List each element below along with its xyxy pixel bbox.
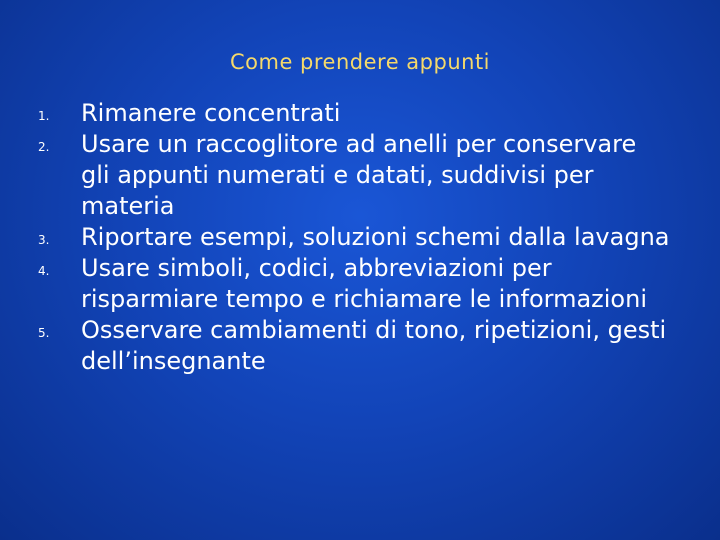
list-item-text: Usare un raccoglitore ad anelli per conservare gli appunti numerati e datati, suddivisi per materia bbox=[81, 130, 637, 220]
list-number: 3. bbox=[38, 233, 50, 247]
list-number: 1. bbox=[38, 109, 50, 123]
list-item-text: Rimanere concentrati bbox=[81, 99, 341, 127]
list-item bbox=[0, 98, 671, 129]
list-number: 2. bbox=[38, 140, 50, 154]
list-item-text: Usare simboli, codici, abbreviazioni per risparmiare tempo e richiamare le informazioni bbox=[81, 254, 647, 313]
slide-title: Come prendere appunti bbox=[229, 50, 491, 74]
list-number: 5. bbox=[38, 326, 50, 340]
numbered-list bbox=[0, 98, 700, 377]
list-item bbox=[0, 129, 671, 222]
list-number: 4. bbox=[38, 264, 50, 278]
list-item bbox=[0, 315, 671, 377]
list-item-text: Osservare cambiamenti di tono, ripetizioni, gesti dell’insegnante bbox=[81, 316, 667, 375]
list-item bbox=[0, 253, 671, 315]
list-item-text: Riportare esempi, soluzioni schemi dalla lavagna bbox=[81, 223, 670, 251]
list-item bbox=[0, 222, 671, 253]
